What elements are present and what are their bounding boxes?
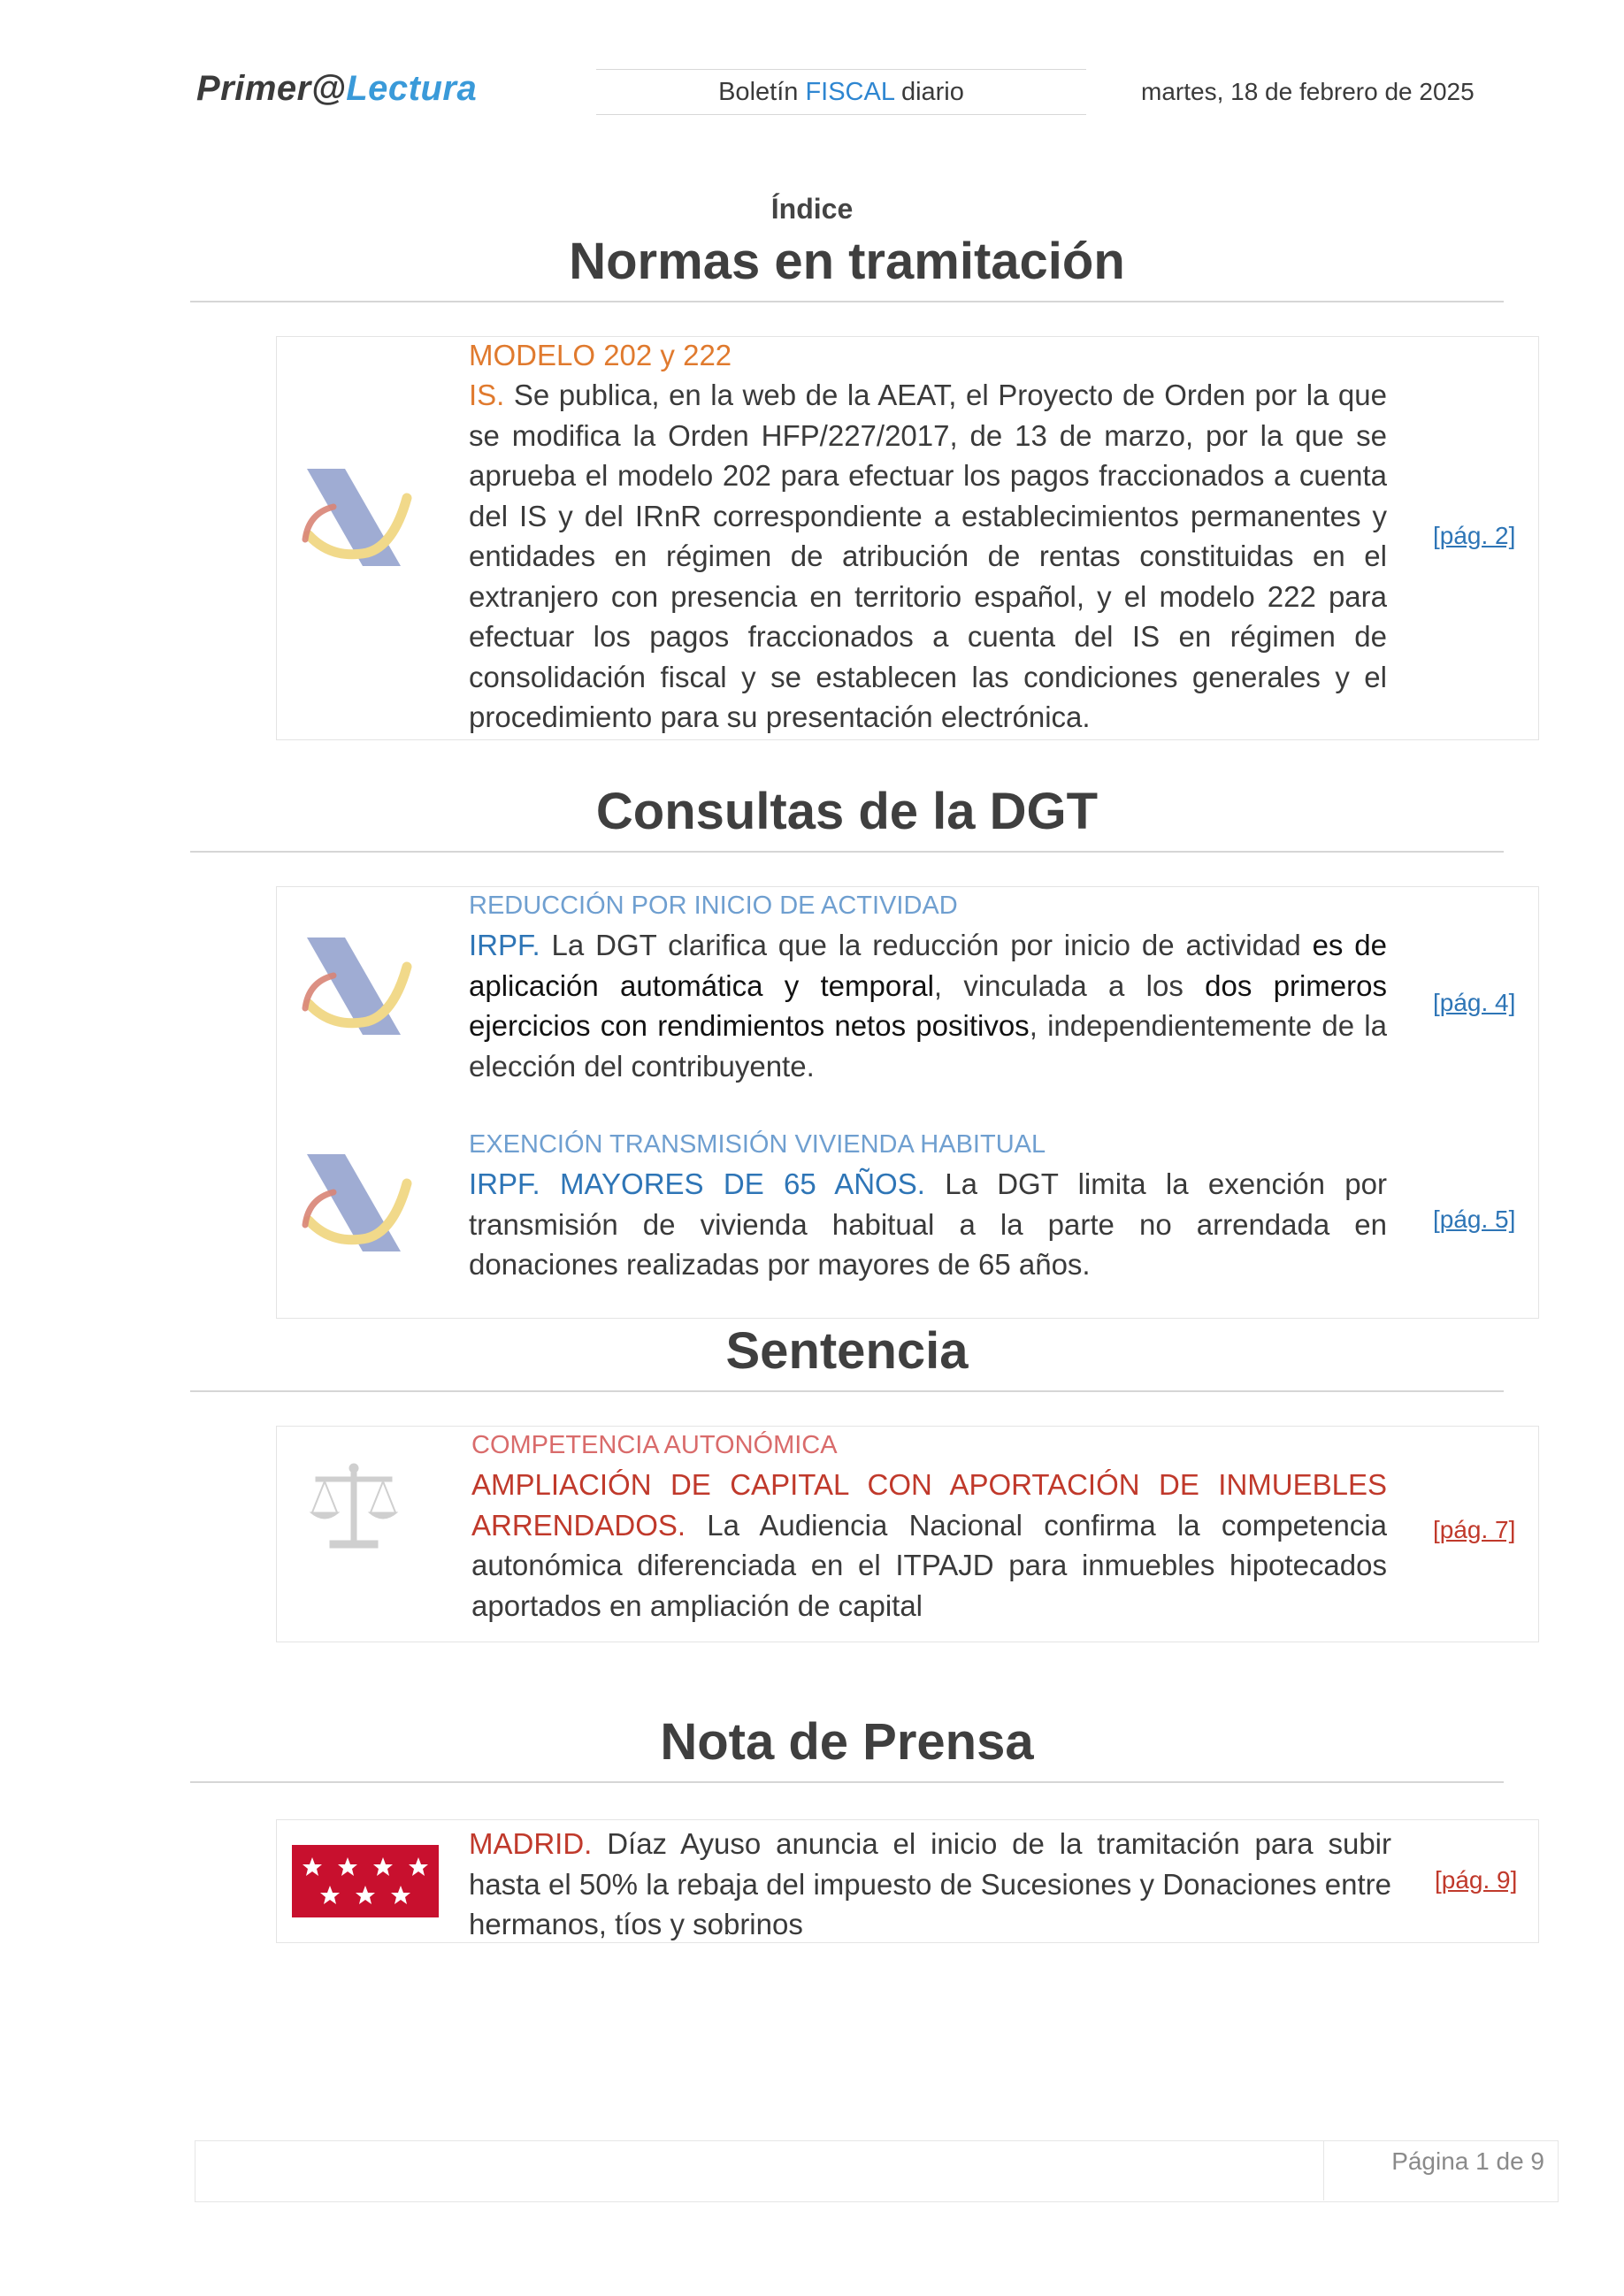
item-category: REDUCCIÓN POR INICIO DE ACTIVIDAD xyxy=(469,892,958,920)
index-title: Índice xyxy=(770,193,854,225)
item-lead: MADRID. xyxy=(469,1827,593,1860)
item-lead: IS. xyxy=(469,379,505,411)
section-title-normas: Normas en tramitación xyxy=(569,233,1125,290)
aeat-logo-icon xyxy=(296,1150,413,1256)
page-link[interactable]: [pág. 9] xyxy=(1435,1866,1518,1894)
bulletin-title xyxy=(596,69,1086,115)
madrid-flag-icon xyxy=(292,1845,439,1917)
index-item-prensa-madrid xyxy=(469,1824,1391,1945)
item-lead: IRPF. MAYORES DE 65 AÑOS. xyxy=(469,1167,925,1200)
bulletin-title-suffix: diario xyxy=(893,78,964,106)
page-link[interactable]: [pág. 5] xyxy=(1433,1205,1516,1233)
bulletin-title-prefix: Boletín xyxy=(718,78,806,106)
item-description-part: La DGT clarifica que la reducción por inicio de actividad xyxy=(540,929,1313,961)
section-divider xyxy=(190,851,1504,853)
item-description: Se publica, en la web de la AEAT, el Proyecto de Orden por la que se modifica la Orden HFP/227/2017, de 13 de marzo, por la que se aprueba el modelo 202 para efectuar los pagos fraccionados a cuenta del IS y del IRnR correspondiente a establecimientos permanentes y entidades en régimen de atribución de rentas constituidas en el extranjero con presencia en territorio español, y el modelo 222 para efectuar los pagos fraccionados a cuenta del IS en régimen de consolidación fiscal y se establecen las condiciones generales y el procedimiento para su presentación electrónica. xyxy=(469,379,1387,733)
item-category: EXENCIÓN TRANSMISIÓN VIVIENDA HABITUAL xyxy=(469,1130,1046,1159)
item-description: Díaz Ayuso anuncia el inicio de la tramitación para subir hasta el 50% la rebaja del impuesto de Sucesiones y Donaciones entre hermanos, tíos y sobrinos xyxy=(469,1827,1391,1940)
index-item-normas-modelo xyxy=(469,336,1387,738)
page-link[interactable]: [pág. 7] xyxy=(1433,1516,1516,1543)
index-item-consulta-vivienda-habitual xyxy=(469,1125,1387,1285)
item-lead: AMPLIACIÓN DE CAPITAL CON APORTACIÓN DE INMUEBLES ARRENDADOS. xyxy=(471,1468,1387,1542)
page-indicator: Página 1 de 9 xyxy=(1391,2147,1544,2175)
section-title-consultas: Consultas de la DGT xyxy=(595,783,1099,840)
section-divider xyxy=(190,1781,1504,1783)
aeat-logo-icon xyxy=(296,933,413,1039)
item-description: La Audiencia Nacional confirma la competencia autonómica diferenciada en el ITPAJD para inmuebles hipotecados aportados en ampliación de capital xyxy=(471,1508,1387,1622)
item-category: COMPETENCIA AUTONÓMICA xyxy=(471,1431,838,1459)
item-description-part: , independientemente de la elección del contribuyente. xyxy=(469,1009,1387,1083)
section-divider xyxy=(190,1390,1504,1392)
logo-main: Primer@ xyxy=(196,69,347,108)
bulletin-title-fiscal: FISCAL xyxy=(805,78,894,106)
section-title-sentencia: Sentencia xyxy=(725,1322,969,1380)
index-item-sentencia-ampliacion-capital xyxy=(471,1426,1387,1626)
section-divider xyxy=(190,301,1504,302)
section-title-prensa: Nota de Prensa xyxy=(660,1713,1034,1771)
footer-divider xyxy=(1323,2140,1324,2200)
item-description: La DGT limita la exención por transmisión de vivienda habitual a la parte no arrendada en donaciones realizadas por mayores de 65 años. xyxy=(469,1167,1387,1281)
item-highlight: dos primeros ejercicios con rendimientos netos positivos xyxy=(469,968,1387,1042)
header-date: martes, 18 de febrero de 2025 xyxy=(1141,78,1475,105)
item-description-part: , vinculada a los xyxy=(933,968,1206,1002)
index-item-consulta-inicio-actividad xyxy=(469,886,1387,1086)
page-link[interactable]: [pág. 4] xyxy=(1433,989,1516,1016)
item-category: MODELO 202 y 222 xyxy=(469,339,732,371)
item-highlight: es de aplicación automática y temporal xyxy=(469,929,1387,1002)
logo-accent: Lectura xyxy=(346,69,478,108)
item-lead: IRPF. xyxy=(469,929,540,961)
primer-lectura-logo xyxy=(196,69,477,109)
scales-of-justice-icon xyxy=(305,1459,402,1557)
aeat-logo-icon xyxy=(296,464,413,570)
page-link[interactable]: [pág. 2] xyxy=(1433,522,1516,549)
